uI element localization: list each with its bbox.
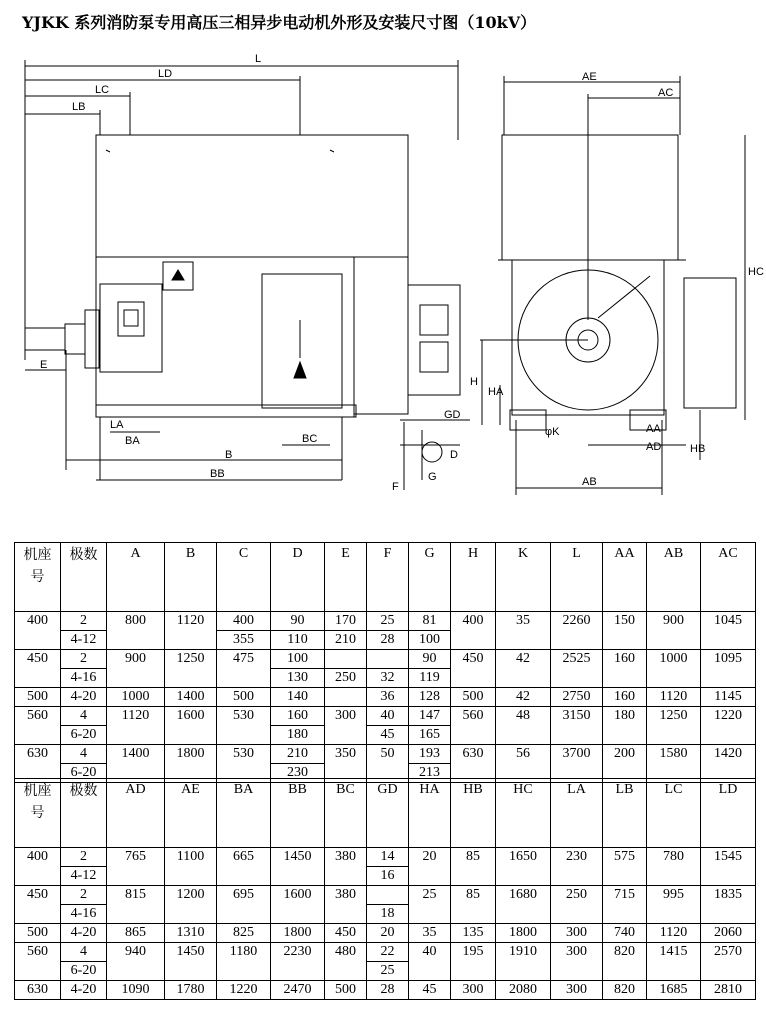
table-cell: 1685 [647,981,701,1000]
table-cell: 560 [15,707,61,745]
table-cell: 1545 [701,848,756,886]
table-cell: 28 [367,981,409,1000]
table-row [15,924,756,943]
header-cell: H [451,543,496,612]
table-cell: 1120 [647,688,701,707]
table-cell: 110 [271,631,325,650]
table-cell: 2 [61,612,107,631]
table-cell: 815 [107,886,165,924]
table-cell: 765 [107,848,165,886]
table-cell: 1090 [107,981,165,1000]
header-cell: AB [647,543,701,612]
table-cell: 210 [271,745,325,764]
table-cell: 1220 [701,707,756,745]
header-cell: LC [647,779,701,848]
dim-label-lc: LC [95,84,110,96]
table-row [15,886,756,905]
table-cell: 1415 [647,943,701,981]
dim-label-hb: HB [690,443,706,455]
table-cell: 500 [15,924,61,943]
table-cell: 1250 [647,707,701,745]
table-cell: 81 [409,612,451,631]
table-cell: 42 [496,650,551,688]
table-cell: 4 [61,707,107,726]
table-cell: 300 [551,981,603,1000]
dim-label-ab: AB [582,476,597,488]
table-cell: 25 [367,612,409,631]
dimension-table-1 [14,542,756,783]
table-cell: 300 [551,924,603,943]
table-row [15,612,756,631]
header-cell: HB [451,779,496,848]
header-cell: BC [325,779,367,848]
table-cell: 630 [15,745,61,783]
table-cell: 740 [603,924,647,943]
table-cell: 90 [271,612,325,631]
table-cell: 500 [451,688,496,707]
table-cell: 630 [451,745,496,783]
table-cell: 1180 [217,943,271,981]
table-cell: 400 [217,612,271,631]
table-cell: 350 [325,745,367,783]
table-cell: 695 [217,886,271,924]
dim-label-ae: AE [582,71,597,83]
table-cell: 250 [325,669,367,688]
table-cell: 1420 [701,745,756,783]
table-row [15,981,756,1000]
header-cell: AA [603,543,647,612]
table-cell: 630 [15,981,61,1000]
table-cell: 1800 [271,924,325,943]
table-cell: 160 [603,688,647,707]
table-cell: 1120 [647,924,701,943]
table-cell: 2 [61,886,107,905]
table-cell: 4-16 [61,905,107,924]
table-cell: 230 [271,764,325,783]
dim-label-lb: LB [72,101,86,113]
motor-outline-drawing [0,40,766,510]
table-cell: 45 [367,726,409,745]
table-cell: 165 [409,726,451,745]
table-cell: 1800 [165,745,217,783]
table-cell: 940 [107,943,165,981]
table-cell: 715 [603,886,647,924]
table-cell: 2 [61,848,107,867]
table-cell: 85 [451,848,496,886]
table-cell: 35 [496,612,551,650]
table-cell: 48 [496,707,551,745]
table-cell: 200 [603,745,647,783]
table-cell: 18 [367,905,409,924]
table-cell: 450 [15,650,61,688]
table-cell: 500 [15,688,61,707]
header-cell: LB [603,779,647,848]
table-cell: 90 [409,650,451,669]
end-view [480,76,745,495]
header-cell: C [217,543,271,612]
table-cell: 475 [217,650,271,688]
table-cell: 1680 [496,886,551,924]
table-cell: 1600 [271,886,325,924]
table-cell: 3700 [551,745,603,783]
header-cell: LA [551,779,603,848]
table-cell: 45 [409,981,451,1000]
dim-label-b: B [225,449,233,461]
header-cell: BA [217,779,271,848]
header-cell: F [367,543,409,612]
table-cell: 128 [409,688,451,707]
dim-label-aa: AA [646,423,661,435]
dim-label-hc: HC [748,266,764,278]
header-cell: 极数 [61,779,107,848]
table-cell: 100 [409,631,451,650]
table-cell: 1450 [165,943,217,981]
dim-label-ba: BA [125,435,140,447]
table-cell: 450 [325,924,367,943]
table-cell: 400 [451,612,496,650]
table-cell: 780 [647,848,701,886]
table-cell: 130 [271,669,325,688]
table-row [15,848,756,867]
table-cell: 900 [107,650,165,688]
table-cell [367,650,409,669]
table-cell: 500 [325,981,367,1000]
table-cell: 180 [271,726,325,745]
table-cell: 3150 [551,707,603,745]
dim-label-d: D [450,449,458,461]
table-cell: 300 [325,707,367,745]
table-cell: 2750 [551,688,603,707]
table-cell: 56 [496,745,551,783]
table-cell: 380 [325,848,367,886]
table-cell: 1910 [496,943,551,981]
table-cell [325,650,367,669]
table-cell: 40 [409,943,451,981]
side-view [25,60,470,490]
header-cell: BB [271,779,325,848]
table-cell: 20 [409,848,451,886]
table-cell: 380 [325,886,367,924]
header-cell: 机座号 [15,543,61,612]
table-row [15,745,756,764]
table-cell: 140 [271,688,325,707]
header-cell: 机座号 [15,779,61,848]
table-cell: 1835 [701,886,756,924]
table-row [15,943,756,962]
table-cell: 2810 [701,981,756,1000]
dim-label-bb: BB [210,468,225,480]
table-cell: 4-20 [61,981,107,1000]
table-cell: 1800 [496,924,551,943]
table-cell: 160 [271,707,325,726]
table-cell: 300 [551,943,603,981]
table-cell: 22 [367,943,409,962]
header-cell: 极数 [61,543,107,612]
table-cell: 450 [15,886,61,924]
table-cell: 170 [325,612,367,631]
table-cell: 85 [451,886,496,924]
table-cell: 865 [107,924,165,943]
dim-label-ac: AC [658,87,674,99]
table-cell: 825 [217,924,271,943]
table-cell: 210 [325,631,367,650]
header-cell: LD [701,779,756,848]
table-cell: 530 [217,745,271,783]
dim-label-gd: GD [444,409,461,421]
table-cell: 1120 [107,707,165,745]
table-cell: 20 [367,924,409,943]
table-cell: 14 [367,848,409,867]
header-cell: AD [107,779,165,848]
table-cell: 355 [217,631,271,650]
table-cell: 4-20 [61,688,107,707]
table-cell: 1450 [271,848,325,886]
table-cell [367,886,409,905]
table-cell: 6-20 [61,726,107,745]
table-cell: 100 [271,650,325,669]
table-cell: 2570 [701,943,756,981]
header-cell: E [325,543,367,612]
header-cell: K [496,543,551,612]
table-cell: 35 [409,924,451,943]
dim-label-h: H [470,376,478,388]
table-cell: 800 [107,612,165,650]
table-cell: 4 [61,943,107,962]
header-cell: GD [367,779,409,848]
dim-label-ld: LD [158,68,173,80]
table-cell: 1310 [165,924,217,943]
table-cell: 500 [217,688,271,707]
table-cell: 4 [61,745,107,764]
table-cell: 2060 [701,924,756,943]
table-cell: 42 [496,688,551,707]
table-cell: 1045 [701,612,756,650]
table-cell: 1400 [107,745,165,783]
table-cell: 135 [451,924,496,943]
table-cell: 4-16 [61,669,107,688]
dim-label-bc: BC [302,433,318,445]
dim-label-la: LA [110,419,124,431]
table-cell [325,688,367,707]
header-cell: AC [701,543,756,612]
header-cell: L [551,543,603,612]
table-cell: 2080 [496,981,551,1000]
table-cell: 530 [217,707,271,745]
table-row [15,688,756,707]
table-cell: 230 [551,848,603,886]
table-cell: 40 [367,707,409,726]
table-cell: 32 [367,669,409,688]
table-cell: 1600 [165,707,217,745]
header-cell: G [409,543,451,612]
header-cell: A [107,543,165,612]
table-row [15,650,756,669]
table-cell: 1145 [701,688,756,707]
table-cell: 25 [409,886,451,924]
table-cell: 119 [409,669,451,688]
table-cell: 180 [603,707,647,745]
table-cell: 1580 [647,745,701,783]
table-cell: 300 [451,981,496,1000]
table-cell: 1000 [107,688,165,707]
page-title: YJKK 系列消防泵专用高压三相异步电动机外形及安装尺寸图（10kV） [22,13,537,32]
table-cell: 6-20 [61,764,107,783]
table-cell: 900 [647,612,701,650]
table-cell: 213 [409,764,451,783]
table-cell: 665 [217,848,271,886]
table-cell: 820 [603,943,647,981]
table-cell: 2470 [271,981,325,1000]
table-cell: 147 [409,707,451,726]
table-cell: 16 [367,867,409,886]
table-cell: 4-12 [61,867,107,886]
table-cell: 150 [603,612,647,650]
dim-label-g: G [428,471,437,483]
dim-label-e: E [40,359,48,371]
table-cell: 400 [15,848,61,886]
table-cell: 50 [367,745,409,783]
table-row [15,707,756,726]
table-cell: 2230 [271,943,325,981]
table-cell: 1000 [647,650,701,688]
table-cell: 2260 [551,612,603,650]
dim-label-l: L [255,53,262,65]
table-cell: 1095 [701,650,756,688]
table-cell: 2 [61,650,107,669]
table-cell: 4-12 [61,631,107,650]
table-cell: 560 [451,707,496,745]
dim-label-ha: HA [488,386,504,398]
table-cell: 25 [367,962,409,981]
table-cell: 36 [367,688,409,707]
table-cell: 480 [325,943,367,981]
table-header-row [15,779,756,848]
table-cell: 6-20 [61,962,107,981]
header-cell: HC [496,779,551,848]
table-cell: 1120 [165,612,217,650]
table-cell: 450 [451,650,496,688]
table-cell: 2525 [551,650,603,688]
table-cell: 820 [603,981,647,1000]
table-cell: 400 [15,612,61,650]
header-cell: B [165,543,217,612]
table-cell: 28 [367,631,409,650]
header-cell: AE [165,779,217,848]
table-cell: 193 [409,745,451,764]
table-cell: 995 [647,886,701,924]
table-cell: 1780 [165,981,217,1000]
header-cell: HA [409,779,451,848]
table-cell: 1220 [217,981,271,1000]
table-cell: 195 [451,943,496,981]
dim-label-f: F [392,481,399,493]
table-header-row [15,543,756,612]
dim-label-ad: AD [646,441,662,453]
table-cell: 1650 [496,848,551,886]
dimension-table-2 [14,778,756,1000]
table-cell: 560 [15,943,61,981]
table-cell: 1200 [165,886,217,924]
table-cell: 160 [603,650,647,688]
table-cell: 1250 [165,650,217,688]
header-cell: D [271,543,325,612]
table-cell: 1100 [165,848,217,886]
table-cell: 575 [603,848,647,886]
table-cell: 250 [551,886,603,924]
dim-label-k: φK [545,426,560,438]
table-cell: 4-20 [61,924,107,943]
table-cell: 1400 [165,688,217,707]
